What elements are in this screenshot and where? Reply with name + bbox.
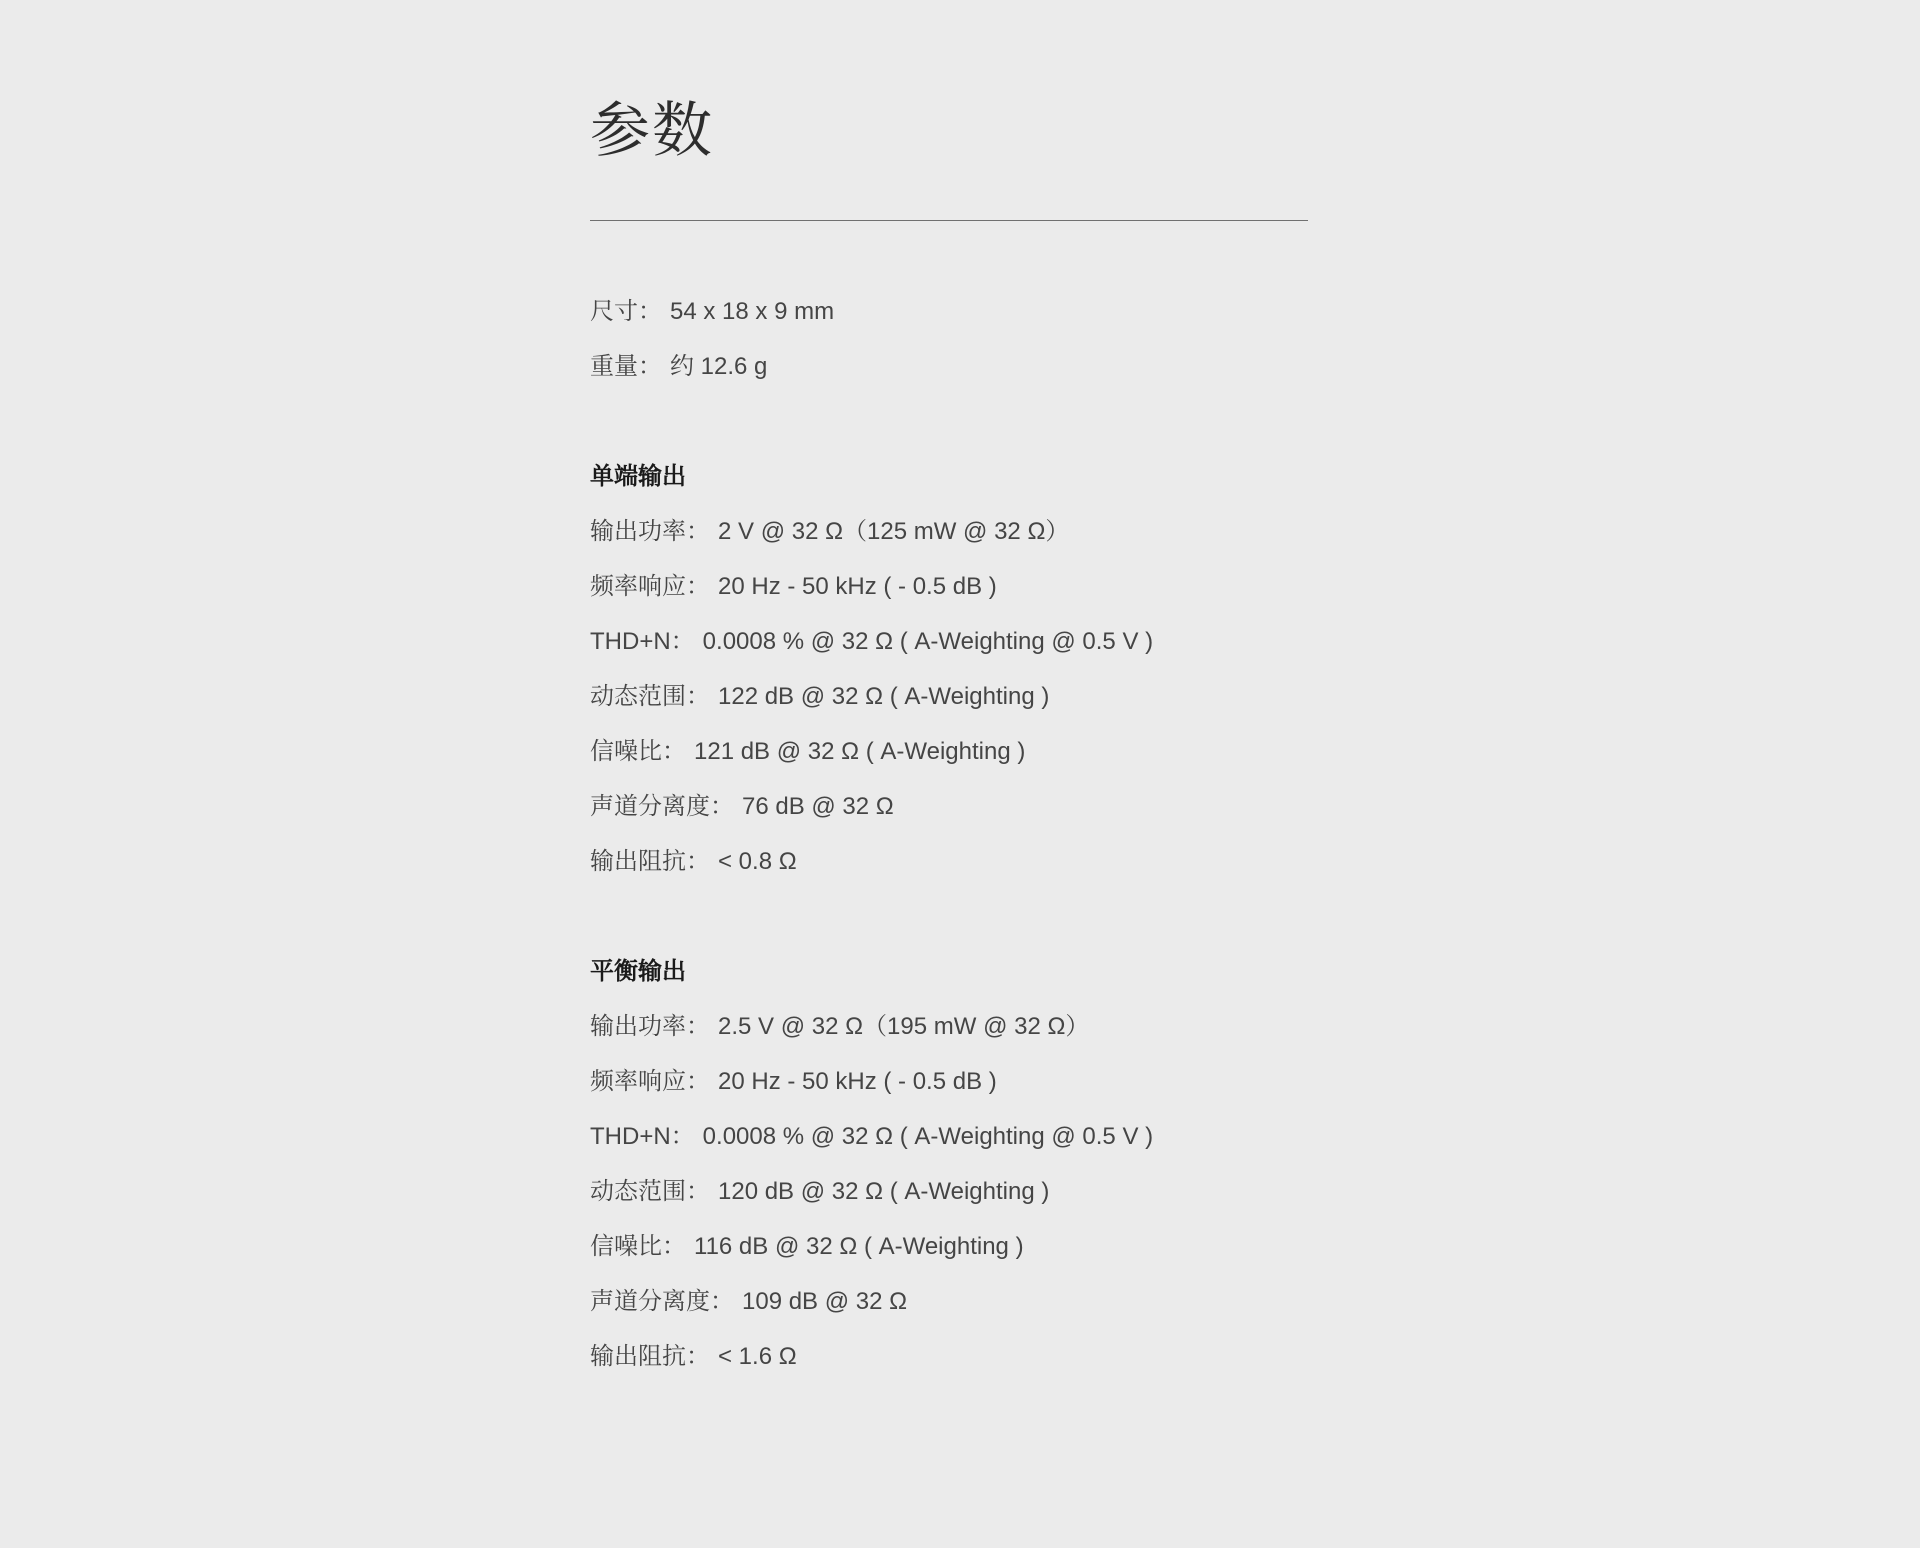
spec-value: 2 V @ 32 Ω（125 mW @ 32 Ω） bbox=[718, 518, 1070, 545]
spec-row-dynamic-range bbox=[590, 669, 1310, 724]
section-single-ended-output bbox=[590, 449, 1310, 889]
spec-row-snr bbox=[590, 1219, 1310, 1274]
spec-row-output-power bbox=[590, 504, 1310, 559]
spec-row-frequency-response bbox=[590, 559, 1310, 614]
spec-label: 频率响应： bbox=[590, 1068, 710, 1095]
spec-value: 20 Hz - 50 kHz ( - 0.5 dB ) bbox=[718, 1068, 997, 1095]
spec-label: 重量： bbox=[590, 353, 662, 380]
spec-row-channel-separation bbox=[590, 1274, 1310, 1329]
spec-value: 2.5 V @ 32 Ω（195 mW @ 32 Ω） bbox=[718, 1013, 1090, 1040]
spec-value: 121 dB @ 32 Ω ( A-Weighting ) bbox=[694, 738, 1026, 765]
spec-value: 76 dB @ 32 Ω bbox=[742, 793, 894, 820]
spec-value: 20 Hz - 50 kHz ( - 0.5 dB ) bbox=[718, 573, 997, 600]
page-title: 参数 bbox=[590, 97, 714, 164]
spec-row-dimensions bbox=[590, 284, 1310, 339]
spec-row-snr bbox=[590, 724, 1310, 779]
spec-label: 信噪比： bbox=[590, 1233, 686, 1260]
general-specs bbox=[590, 284, 1310, 394]
spec-value: 0.0008 % @ 32 Ω ( A-Weighting @ 0.5 V ) bbox=[702, 1123, 1154, 1150]
spec-label: 频率响应： bbox=[590, 573, 710, 600]
spec-label: 声道分离度： bbox=[590, 793, 734, 820]
section-heading: 平衡输出 bbox=[590, 958, 686, 985]
spec-value: < 1.6 Ω bbox=[718, 1343, 797, 1370]
spec-label: 尺寸： bbox=[590, 298, 662, 325]
spec-row-weight bbox=[590, 339, 1310, 394]
spec-label: 输出阻抗： bbox=[590, 848, 710, 875]
spec-label: THD+N： bbox=[590, 628, 695, 655]
spec-label: THD+N： bbox=[590, 1123, 695, 1150]
title-divider bbox=[590, 220, 1308, 221]
spec-row-dynamic-range bbox=[590, 1164, 1310, 1219]
spec-label: 输出功率： bbox=[590, 1013, 710, 1040]
spec-row-frequency-response bbox=[590, 1054, 1310, 1109]
spec-value: 122 dB @ 32 Ω ( A-Weighting ) bbox=[718, 683, 1050, 710]
spec-row-output-impedance bbox=[590, 1329, 1310, 1384]
spec-value: 54 x 18 x 9 mm bbox=[670, 298, 835, 325]
spec-label: 动态范围： bbox=[590, 683, 710, 710]
spec-label: 输出功率： bbox=[590, 518, 710, 545]
section-balanced-output bbox=[590, 944, 1310, 1384]
spec-value: < 0.8 Ω bbox=[718, 848, 797, 875]
specs-content-column bbox=[590, 0, 1310, 1384]
spec-label: 声道分离度： bbox=[590, 1288, 734, 1315]
spec-value: 109 dB @ 32 Ω bbox=[742, 1288, 908, 1315]
spec-label: 输出阻抗： bbox=[590, 1343, 710, 1370]
spec-value: 约 12.6 g bbox=[670, 353, 768, 380]
spec-row-thd-n bbox=[590, 1109, 1310, 1164]
spec-row-output-impedance bbox=[590, 834, 1310, 889]
spec-row-channel-separation bbox=[590, 779, 1310, 834]
spec-label: 信噪比： bbox=[590, 738, 686, 765]
spec-value: 0.0008 % @ 32 Ω ( A-Weighting @ 0.5 V ) bbox=[702, 628, 1154, 655]
section-heading: 单端输出 bbox=[590, 463, 686, 490]
spec-row-output-power bbox=[590, 999, 1310, 1054]
spec-label: 动态范围： bbox=[590, 1178, 710, 1205]
spec-value: 120 dB @ 32 Ω ( A-Weighting ) bbox=[718, 1178, 1050, 1205]
spec-row-thd-n bbox=[590, 614, 1310, 669]
spec-value: 116 dB @ 32 Ω ( A-Weighting ) bbox=[694, 1233, 1024, 1260]
